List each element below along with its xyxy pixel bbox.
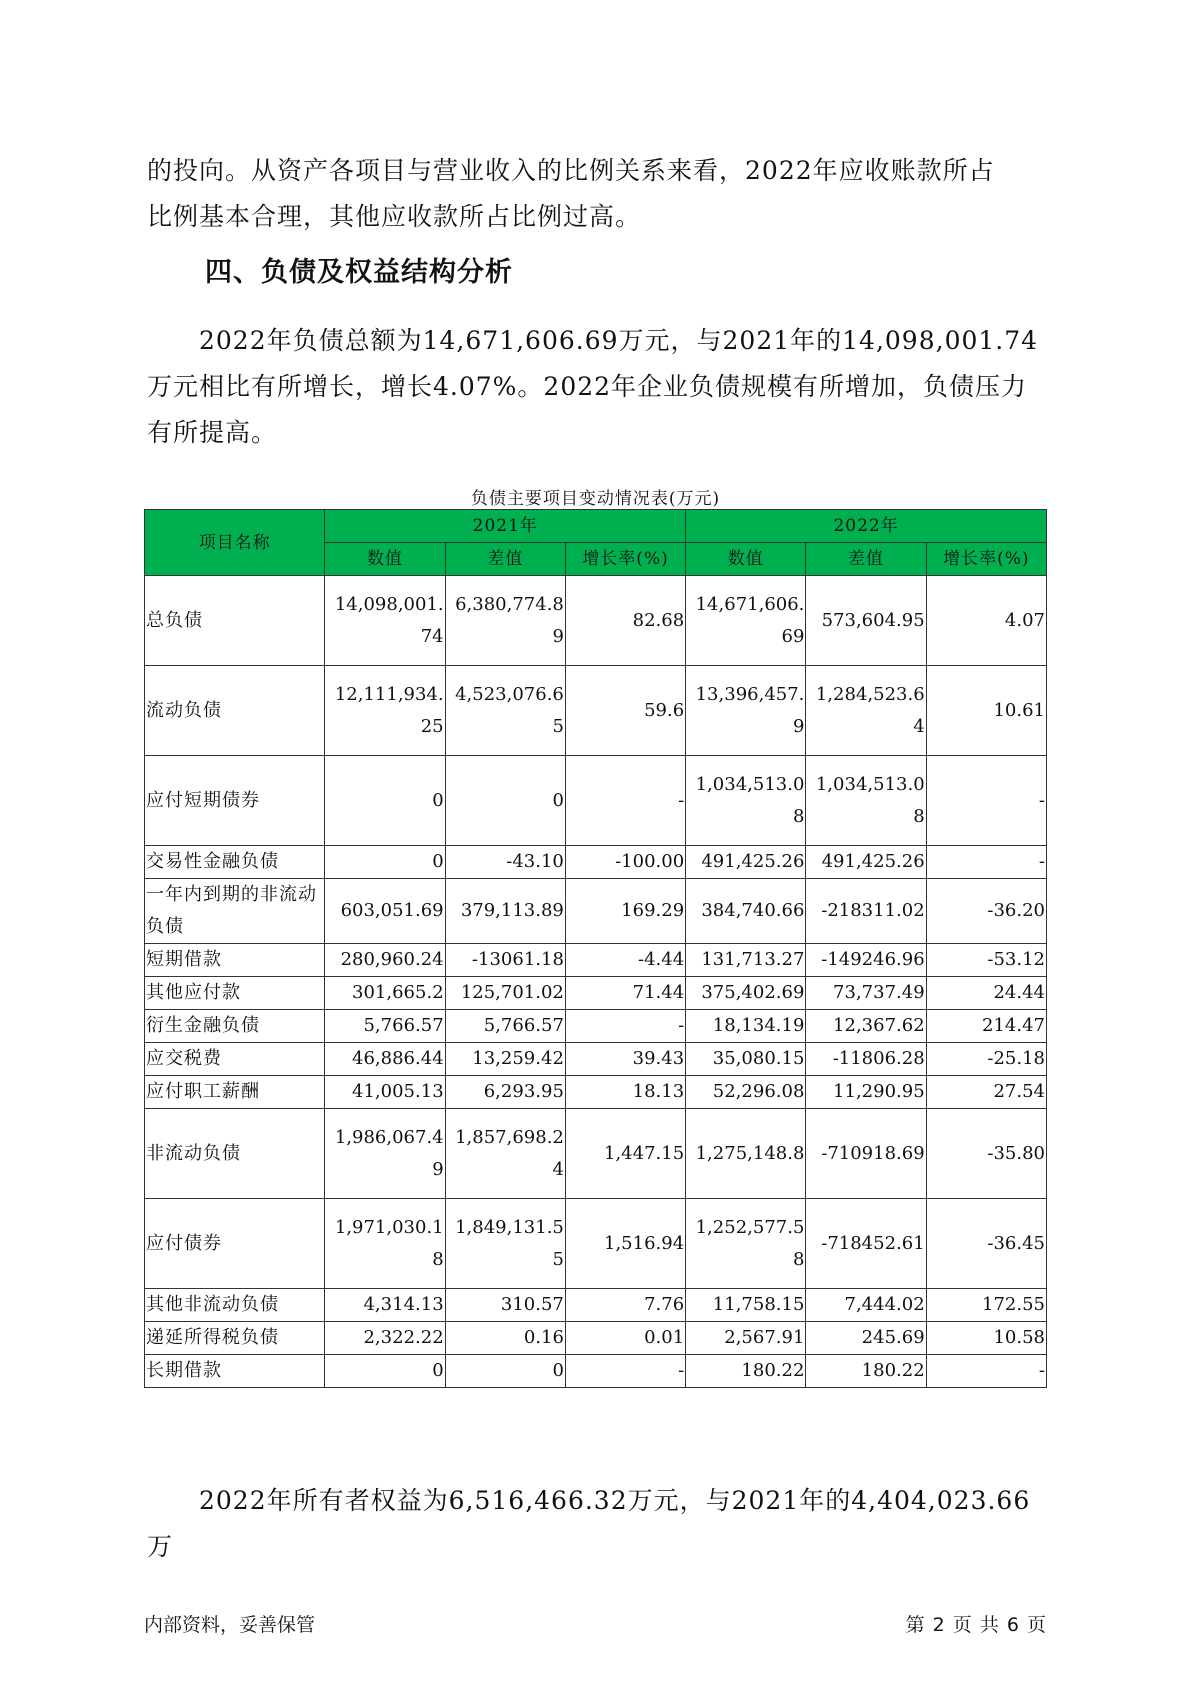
row-name: 一年内到期的非流动负债 [145, 879, 325, 944]
cell-rate-2021: - [565, 756, 685, 846]
cell-rate-2022: -36.45 [926, 1199, 1046, 1289]
table-row [145, 1199, 1047, 1289]
cell-diff-2022: 12,367.62 [806, 1010, 926, 1043]
cell-value-2022: 13,396,457.9 [686, 666, 806, 756]
table-row [145, 1010, 1047, 1043]
cell-value-2022: 1,034,513.08 [686, 756, 806, 846]
cell-rate-2022: -25.18 [926, 1043, 1046, 1076]
cell-value-2022: 131,713.27 [686, 944, 806, 977]
cell-rate-2021: 1,516.94 [565, 1199, 685, 1289]
cell-rate-2021: -4.44 [565, 944, 685, 977]
row-name: 长期借款 [145, 1355, 325, 1388]
cell-rate-2022: 4.07 [926, 576, 1046, 666]
equity-line: 2022年所有者权益为6,516,466.32万元，与2021年的4,404,023.66万 [147, 1486, 1031, 1561]
cell-diff-2022: 73,737.49 [806, 977, 926, 1010]
cell-value-2022: 52,296.08 [686, 1076, 806, 1109]
row-name: 短期借款 [145, 944, 325, 977]
cell-diff-2021: -43.10 [445, 846, 565, 879]
cell-rate-2021: 39.43 [565, 1043, 685, 1076]
cell-diff-2022: 1,284,523.64 [806, 666, 926, 756]
cell-diff-2021: -13061.18 [445, 944, 565, 977]
row-name: 交易性金融负债 [145, 846, 325, 879]
cell-rate-2022: - [926, 756, 1046, 846]
cell-rate-2021: 71.44 [565, 977, 685, 1010]
liability-table [144, 509, 1047, 1388]
cell-value-2021: 41,005.13 [325, 1076, 445, 1109]
cell-rate-2021: 7.76 [565, 1289, 685, 1322]
table-row [145, 944, 1047, 977]
cell-rate-2022: - [926, 1355, 1046, 1388]
table-row [145, 666, 1047, 756]
cell-diff-2021: 6,380,774.89 [445, 576, 565, 666]
table-row [145, 576, 1047, 666]
cell-value-2021: 12,111,934.25 [325, 666, 445, 756]
cell-diff-2022: 245.69 [806, 1322, 926, 1355]
cell-rate-2022: 24.44 [926, 977, 1046, 1010]
cell-diff-2022: 491,425.26 [806, 846, 926, 879]
cell-rate-2021: 0.01 [565, 1322, 685, 1355]
row-name: 总负债 [145, 576, 325, 666]
cell-value-2021: 301,665.2 [325, 977, 445, 1010]
table-row [145, 977, 1047, 1010]
cell-rate-2021: - [565, 1010, 685, 1043]
intro-paragraph [147, 148, 1047, 240]
cell-rate-2022: -35.80 [926, 1109, 1046, 1199]
row-name: 衍生金融负债 [145, 1010, 325, 1043]
cell-rate-2022: 10.61 [926, 666, 1046, 756]
cell-value-2022: 1,252,577.58 [686, 1199, 806, 1289]
section-heading: 四、负债及权益结构分析 [205, 257, 513, 288]
row-name: 其他非流动负债 [145, 1289, 325, 1322]
liability-paragraph-text: 2022年负债总额为14,671,606.69万元，与2021年的14,098,001.74万元相比有所增长，增长4.07%。2022年企业负债规模有所增加，负债压力有所提高。 [147, 326, 1039, 447]
cell-value-2021: 280,960.24 [325, 944, 445, 977]
intro-line-1: 的投向。从资产各项目与营业收入的比例关系来看，2022年应收账款所占 [147, 156, 995, 185]
row-name: 非流动负债 [145, 1109, 325, 1199]
cell-rate-2022: 214.47 [926, 1010, 1046, 1043]
cell-value-2021: 5,766.57 [325, 1010, 445, 1043]
cell-diff-2021: 5,766.57 [445, 1010, 565, 1043]
cell-diff-2021: 125,701.02 [445, 977, 565, 1010]
table-row [145, 1289, 1047, 1322]
cell-value-2022: 11,758.15 [686, 1289, 806, 1322]
cell-value-2022: 35,080.15 [686, 1043, 806, 1076]
header-rate-2022: 增长率(%) [926, 543, 1046, 576]
intro-line-2: 比例基本合理，其他应收款所占比例过高。 [147, 202, 642, 231]
cell-diff-2021: 4,523,076.65 [445, 666, 565, 756]
cell-value-2022: 1,275,148.8 [686, 1109, 806, 1199]
cell-rate-2021: 169.29 [565, 879, 685, 944]
row-name: 流动负债 [145, 666, 325, 756]
cell-rate-2021: 18.13 [565, 1076, 685, 1109]
table-row [145, 1043, 1047, 1076]
cell-diff-2022: 180.22 [806, 1355, 926, 1388]
table-row [145, 1076, 1047, 1109]
cell-rate-2022: 172.55 [926, 1289, 1046, 1322]
liability-paragraph [147, 318, 1047, 456]
cell-rate-2021: 1,447.15 [565, 1109, 685, 1199]
footer-page-number: 第 2 页 共 6 页 [905, 1614, 1047, 1636]
cell-diff-2021: 0.16 [445, 1322, 565, 1355]
cell-value-2021: 0 [325, 756, 445, 846]
cell-value-2021: 46,886.44 [325, 1043, 445, 1076]
equity-paragraph [147, 1478, 1047, 1570]
table-row [145, 1355, 1047, 1388]
cell-diff-2021: 6,293.95 [445, 1076, 565, 1109]
cell-diff-2022: -218311.02 [806, 879, 926, 944]
table-row [145, 1322, 1047, 1355]
cell-value-2022: 375,402.69 [686, 977, 806, 1010]
cell-diff-2021: 0 [445, 756, 565, 846]
cell-diff-2022: 7,444.02 [806, 1289, 926, 1322]
cell-diff-2022: -11806.28 [806, 1043, 926, 1076]
cell-value-2022: 14,671,606.69 [686, 576, 806, 666]
cell-rate-2021: - [565, 1355, 685, 1388]
header-year-2022: 2022年 [686, 510, 1047, 543]
table-row [145, 756, 1047, 846]
cell-value-2022: 180.22 [686, 1355, 806, 1388]
cell-rate-2021: -100.00 [565, 846, 685, 879]
cell-value-2021: 2,322.22 [325, 1322, 445, 1355]
header-diff-2022: 差值 [806, 543, 926, 576]
cell-value-2022: 384,740.66 [686, 879, 806, 944]
table-row [145, 879, 1047, 944]
cell-rate-2022: 27.54 [926, 1076, 1046, 1109]
table-row [145, 1109, 1047, 1199]
table-header-row-1 [145, 510, 1047, 543]
cell-value-2021: 1,971,030.18 [325, 1199, 445, 1289]
header-diff-2021: 差值 [445, 543, 565, 576]
header-item-name: 项目名称 [145, 510, 325, 576]
row-name: 应交税费 [145, 1043, 325, 1076]
cell-diff-2022: 1,034,513.08 [806, 756, 926, 846]
table-row [145, 846, 1047, 879]
cell-diff-2021: 1,857,698.24 [445, 1109, 565, 1199]
cell-diff-2021: 310.57 [445, 1289, 565, 1322]
header-rate-2021: 增长率(%) [565, 543, 685, 576]
cell-diff-2022: -718452.61 [806, 1199, 926, 1289]
cell-diff-2021: 1,849,131.55 [445, 1199, 565, 1289]
cell-rate-2022: -53.12 [926, 944, 1046, 977]
cell-value-2021: 14,098,001.74 [325, 576, 445, 666]
cell-value-2021: 0 [325, 846, 445, 879]
cell-value-2022: 491,425.26 [686, 846, 806, 879]
cell-value-2021: 4,314.13 [325, 1289, 445, 1322]
table-caption: 负债主要项目变动情况表(万元) [470, 489, 721, 509]
cell-value-2021: 603,051.69 [325, 879, 445, 944]
cell-diff-2021: 379,113.89 [445, 879, 565, 944]
row-name: 应付职工薪酬 [145, 1076, 325, 1109]
cell-diff-2021: 0 [445, 1355, 565, 1388]
row-name: 应付短期债券 [145, 756, 325, 846]
cell-rate-2021: 82.68 [565, 576, 685, 666]
header-year-2021: 2021年 [325, 510, 686, 543]
row-name: 应付债券 [145, 1199, 325, 1289]
row-name: 其他应付款 [145, 977, 325, 1010]
row-name: 递延所得税负债 [145, 1322, 325, 1355]
cell-diff-2021: 13,259.42 [445, 1043, 565, 1076]
header-value-2022: 数值 [686, 543, 806, 576]
cell-value-2021: 0 [325, 1355, 445, 1388]
cell-diff-2022: 11,290.95 [806, 1076, 926, 1109]
cell-value-2022: 2,567.91 [686, 1322, 806, 1355]
footer-confidential-note: 内部资料，妥善保管 [144, 1614, 316, 1636]
header-value-2021: 数值 [325, 543, 445, 576]
cell-rate-2022: - [926, 846, 1046, 879]
cell-value-2022: 18,134.19 [686, 1010, 806, 1043]
cell-diff-2022: -710918.69 [806, 1109, 926, 1199]
cell-diff-2022: -149246.96 [806, 944, 926, 977]
cell-rate-2022: 10.58 [926, 1322, 1046, 1355]
cell-rate-2022: -36.20 [926, 879, 1046, 944]
cell-value-2021: 1,986,067.49 [325, 1109, 445, 1199]
cell-rate-2021: 59.6 [565, 666, 685, 756]
cell-diff-2022: 573,604.95 [806, 576, 926, 666]
